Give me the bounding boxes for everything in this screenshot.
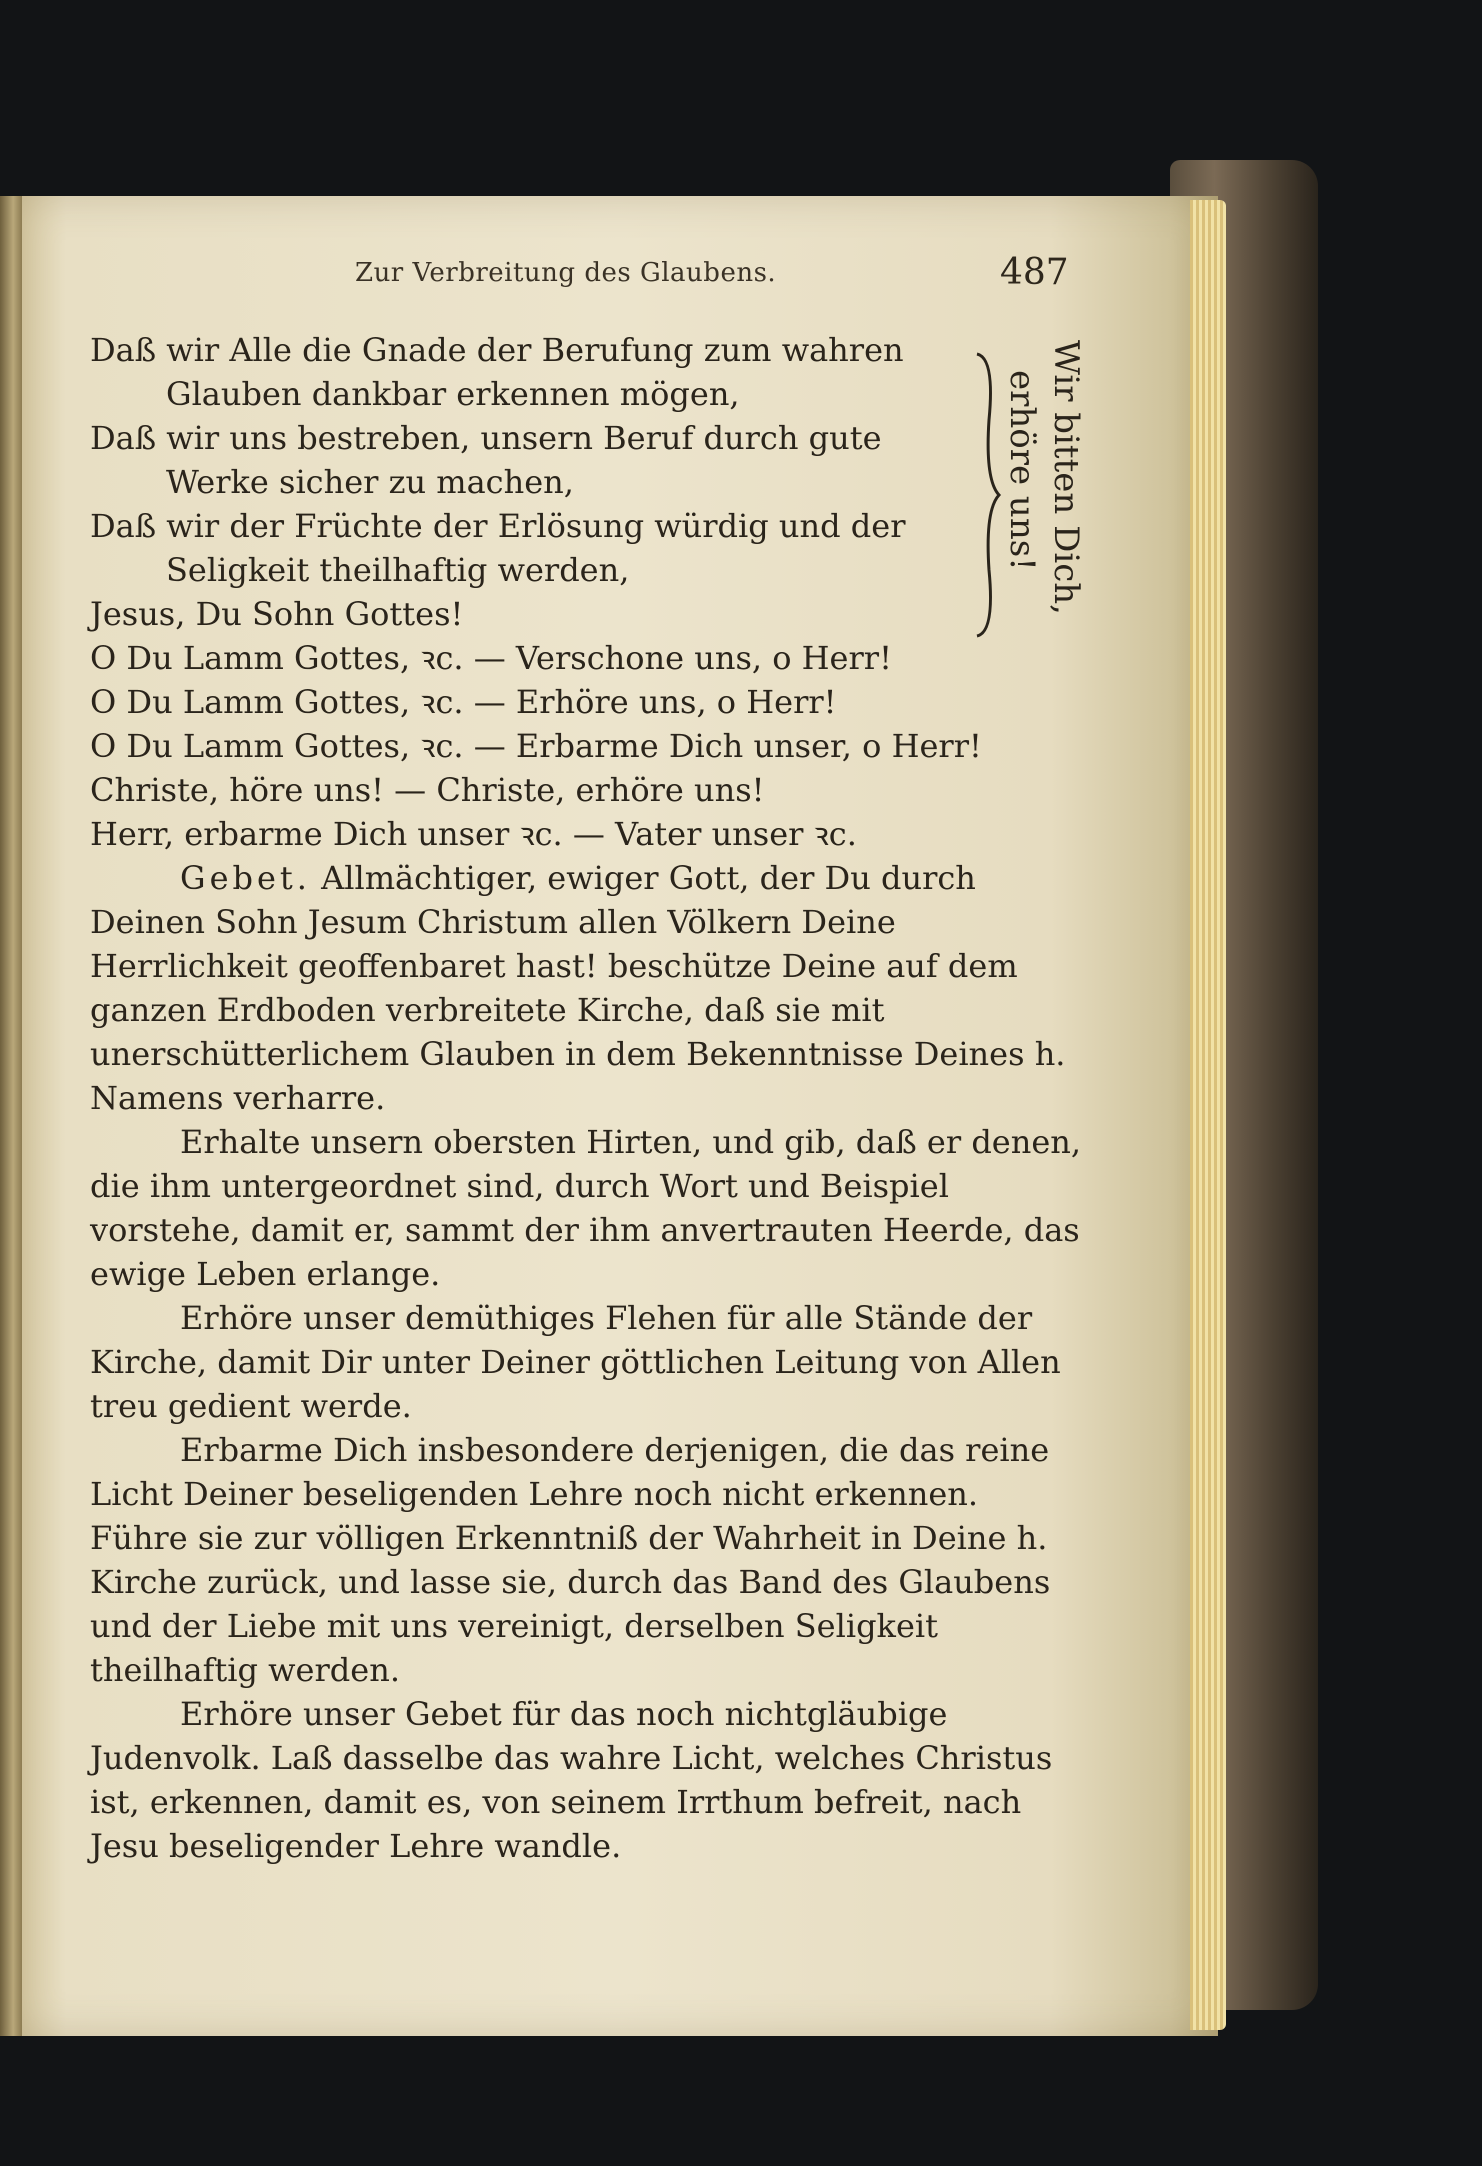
previous-page-edge	[0, 196, 22, 2036]
running-head: Zur Verbreitung des Glaubens.	[355, 258, 777, 288]
litany-block	[90, 328, 960, 636]
side-response-line: erhöre uns!	[1002, 370, 1042, 571]
prayer-intro	[90, 856, 1082, 1120]
agnus-line: O Du Lamm Gottes, ꝛc. — Verschone uns, o Herr!	[90, 639, 892, 677]
page-text	[90, 328, 1082, 1868]
kyrie-line: Herr, erbarme Dich unser ꝛc. — Vater unser ꝛc.	[90, 815, 857, 853]
agnus-line: O Du Lamm Gottes, ꝛc. — Erhöre uns, o Herr!	[90, 683, 837, 721]
page-number: 487	[1000, 252, 1069, 293]
prayer-paragraph: Erbarme Dich insbesondere derjenigen, die das reine Licht Deiner beseligenden Lehre noch nicht erkennen. Führe sie zur völligen Erkenntniß der Wahrheit in Deine h. Kirche zurück, und lasse sie, durch das Band des Glaubens und der Liebe mit uns vereinigt, derselben Seligkeit theilhaftig werden.	[90, 1431, 1051, 1689]
litany-line: Daß wir uns bestreben, unsern Beruf durch gute Werke sicher zu machen,	[90, 419, 882, 501]
litany-line: Daß wir Alle die Gnade der Berufung zum wahren Glauben dankbar erkennen mögen,	[90, 331, 904, 413]
prayer-paragraph: Erhöre unser Gebet für das noch nichtgläubige Judenvolk. Laß dasselbe das wahre Licht, welches Christus ist, erkennen, damit es, von seinem Irrthum befreit, nach Jesu beseligender Lehre wandle.	[90, 1695, 1053, 1865]
side-response	[990, 340, 1100, 640]
gilt-page-edges	[1190, 200, 1226, 2030]
prayer-label: Gebet.	[180, 859, 311, 897]
prayer-paragraph: Erhöre unser demüthiges Flehen für alle Stände der Kirche, damit Dir unter Deiner göttlichen Leitung von Allen treu gedient werde.	[90, 1299, 1061, 1425]
litany-line: Daß wir der Früchte der Erlösung würdig und der Seligkeit theilhaftig werden,	[90, 507, 906, 589]
agnus-line: O Du Lamm Gottes, ꝛc. — Erbarme Dich unser, o Herr!	[90, 727, 982, 765]
side-response-line: Wir bitten Dich,	[1046, 340, 1086, 615]
prayer-paragraph: Erhalte unsern obersten Hirten, und gib, daß er denen, die ihm untergeordnet sind, durch Wort und Beispiel vorstehe, damit er, sammt der ihm anvertrauten Heerde, das ewige Leben erlange.	[90, 1123, 1082, 1293]
prayer-intro-text: Allmächtiger, ewiger Gott, der Du durch Deinen Sohn Jesum Christum allen Völkern Deine Herrlichkeit geoffenbaret hast! beschütze Deine auf dem ganzen Erdboden verbreitete Kirche, daß sie mit unerschütterlichem Glauben in dem Bekenntnisse Deines h. Namens verharre.	[90, 859, 1066, 1117]
kyrie-line: Christe, höre uns! — Christe, erhöre uns!	[90, 771, 765, 809]
litany-closing: Jesus, Du Sohn Gottes!	[90, 595, 464, 633]
